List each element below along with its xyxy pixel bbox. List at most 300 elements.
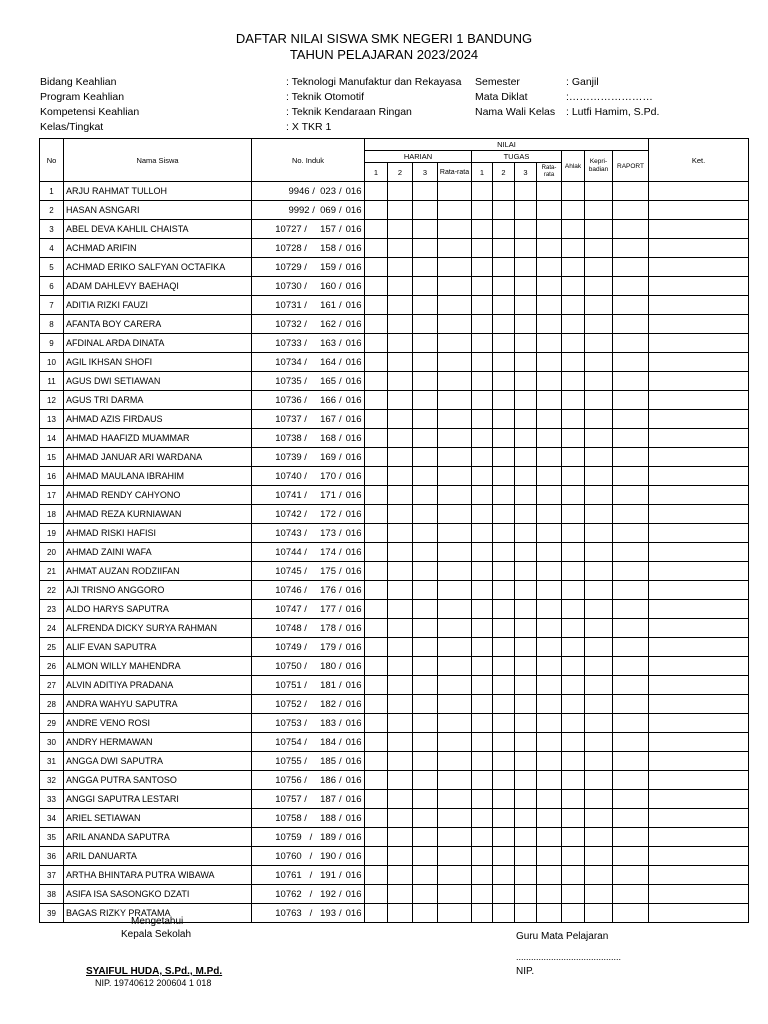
table-row xyxy=(40,638,749,657)
table-row xyxy=(40,201,749,220)
grade-cell xyxy=(438,562,472,581)
student-name: ARIL ANANDA SAPUTRA xyxy=(64,828,252,847)
grade-cell xyxy=(649,353,749,372)
header-kepribadian: Kepri- badian xyxy=(585,151,613,182)
grade-cell xyxy=(388,296,413,315)
grade-cell xyxy=(365,828,388,847)
grade-cell xyxy=(649,904,749,923)
grade-cell xyxy=(438,182,472,201)
header-tugas-rata: Rata-rata xyxy=(537,163,562,182)
grade-cell xyxy=(649,657,749,676)
grade-cell xyxy=(515,486,537,505)
student-nis: 10733 / 163/016 xyxy=(252,334,365,353)
grade-cell xyxy=(472,809,493,828)
info-label: Kelas/Tingkat xyxy=(40,121,104,133)
grade-cell xyxy=(493,562,515,581)
grade-cell xyxy=(515,714,537,733)
row-number: 30 xyxy=(40,733,64,752)
student-name: AGUS DWI SETIAWAN xyxy=(64,372,252,391)
grade-cell xyxy=(537,372,562,391)
grade-cell xyxy=(493,486,515,505)
grade-cell xyxy=(585,695,613,714)
grade-cell xyxy=(562,847,585,866)
grade-cell xyxy=(413,182,438,201)
grade-cell xyxy=(472,486,493,505)
grade-cell xyxy=(472,315,493,334)
grade-cell xyxy=(613,885,649,904)
grade-cell xyxy=(649,847,749,866)
student-name: AGUS TRI DARMA xyxy=(64,391,252,410)
grade-cell xyxy=(493,752,515,771)
grade-cell xyxy=(537,277,562,296)
grade-cell xyxy=(515,904,537,923)
grade-cell xyxy=(515,296,537,315)
grade-cell xyxy=(493,277,515,296)
grade-cell xyxy=(585,239,613,258)
grade-cell xyxy=(388,638,413,657)
row-number: 37 xyxy=(40,866,64,885)
table-row xyxy=(40,524,749,543)
student-name: ANGGA PUTRA SANTOSO xyxy=(64,771,252,790)
grade-cell xyxy=(613,182,649,201)
grade-cell xyxy=(562,790,585,809)
grade-cell xyxy=(562,220,585,239)
grade-cell xyxy=(562,524,585,543)
row-number: 5 xyxy=(40,258,64,277)
grade-cell xyxy=(537,733,562,752)
grade-cell xyxy=(562,676,585,695)
header-harian-2: 2 xyxy=(388,163,413,182)
grade-cell xyxy=(365,809,388,828)
grade-cell xyxy=(562,486,585,505)
row-number: 20 xyxy=(40,543,64,562)
grade-cell xyxy=(613,619,649,638)
grade-cell xyxy=(493,866,515,885)
student-name: AFDINAL ARDA DINATA xyxy=(64,334,252,353)
table-row xyxy=(40,619,749,638)
grade-cell xyxy=(388,885,413,904)
row-number: 39 xyxy=(40,904,64,923)
grade-cell xyxy=(613,543,649,562)
table-row xyxy=(40,258,749,277)
student-nis: 9946 / 023/016 xyxy=(252,182,365,201)
grade-cell xyxy=(365,581,388,600)
grade-cell xyxy=(413,619,438,638)
academic-year: TAHUN PELAJARAN 2023/2024 xyxy=(289,47,479,62)
grade-cell xyxy=(388,524,413,543)
student-name: ADITIA RIZKI FAUZI xyxy=(64,296,252,315)
grade-cell xyxy=(613,201,649,220)
grade-cell xyxy=(438,600,472,619)
student-nis: 10731 / 161/016 xyxy=(252,296,365,315)
grade-cell xyxy=(537,638,562,657)
student-nis: 10729 / 159/016 xyxy=(252,258,365,277)
grade-cell xyxy=(365,885,388,904)
student-name: ALDO HARYS SAPUTRA xyxy=(64,600,252,619)
grade-cell xyxy=(438,258,472,277)
grade-cell xyxy=(438,467,472,486)
student-nis: 10751 / 181/016 xyxy=(252,676,365,695)
student-nis: 10763 / 193/016 xyxy=(252,904,365,923)
row-number: 17 xyxy=(40,486,64,505)
student-nis: 9992 / 069/016 xyxy=(252,201,365,220)
grade-cell xyxy=(493,505,515,524)
table-row xyxy=(40,847,749,866)
row-number: 32 xyxy=(40,771,64,790)
grade-cell xyxy=(438,790,472,809)
grade-cell xyxy=(413,866,438,885)
grade-cell xyxy=(585,182,613,201)
grade-cell xyxy=(515,372,537,391)
grade-cell xyxy=(438,676,472,695)
grade-cell xyxy=(537,182,562,201)
grade-cell xyxy=(472,676,493,695)
grade-cell xyxy=(585,904,613,923)
grade-cell xyxy=(388,258,413,277)
student-nis: 10746 / 176/016 xyxy=(252,581,365,600)
grade-cell xyxy=(438,334,472,353)
document-title: DAFTAR NILAI SISWA SMK NEGERI 1 BANDUNG xyxy=(235,31,533,46)
grade-cell xyxy=(472,448,493,467)
grade-cell xyxy=(515,752,537,771)
row-number: 7 xyxy=(40,296,64,315)
info-value: : Ganjil xyxy=(566,76,599,88)
grade-cell xyxy=(585,790,613,809)
grade-cell xyxy=(613,600,649,619)
grade-cell xyxy=(613,372,649,391)
grade-cell xyxy=(613,771,649,790)
grade-cell xyxy=(585,676,613,695)
grade-cell xyxy=(365,372,388,391)
table-row xyxy=(40,486,749,505)
grade-cell xyxy=(438,809,472,828)
student-name: AHMAD REZA KURNIAWAN xyxy=(64,505,252,524)
row-number: 1 xyxy=(40,182,64,201)
grade-cell xyxy=(537,543,562,562)
grade-cell xyxy=(388,448,413,467)
grade-cell xyxy=(515,657,537,676)
student-nis: 10755 / 185/016 xyxy=(252,752,365,771)
grade-cell xyxy=(562,315,585,334)
grade-cell xyxy=(493,391,515,410)
grade-cell xyxy=(413,904,438,923)
grade-cell xyxy=(388,315,413,334)
grade-cell xyxy=(537,752,562,771)
grade-cell xyxy=(649,258,749,277)
grade-cell xyxy=(493,695,515,714)
grade-cell xyxy=(649,524,749,543)
grade-cell xyxy=(472,201,493,220)
table-row xyxy=(40,695,749,714)
grade-cell xyxy=(537,676,562,695)
grade-cell xyxy=(413,790,438,809)
grade-cell xyxy=(493,239,515,258)
student-nis: 10738 / 168/016 xyxy=(252,429,365,448)
student-name: ARIL DANUARTA xyxy=(64,847,252,866)
grade-cell xyxy=(413,239,438,258)
info-label: Nama Wali Kelas xyxy=(475,106,556,118)
grade-cell xyxy=(515,258,537,277)
grade-cell xyxy=(537,619,562,638)
grade-cell xyxy=(413,809,438,828)
grade-cell xyxy=(438,866,472,885)
info-label: Semester xyxy=(475,76,520,88)
student-nis: 10757 / 187/016 xyxy=(252,790,365,809)
table-row xyxy=(40,657,749,676)
grade-cell xyxy=(438,638,472,657)
grade-cell xyxy=(562,771,585,790)
grade-cell xyxy=(493,353,515,372)
table-row xyxy=(40,733,749,752)
grade-cell xyxy=(472,543,493,562)
grade-cell xyxy=(585,505,613,524)
grade-cell xyxy=(562,429,585,448)
grade-cell xyxy=(585,714,613,733)
grade-cell xyxy=(413,581,438,600)
grade-cell xyxy=(537,562,562,581)
grade-cell xyxy=(649,429,749,448)
row-number: 21 xyxy=(40,562,64,581)
grade-cell xyxy=(613,391,649,410)
grade-cell xyxy=(649,752,749,771)
grade-cell xyxy=(649,391,749,410)
student-name: BAGAS RIZKY PRATAMA xyxy=(64,904,252,923)
grade-cell xyxy=(585,334,613,353)
grade-cell xyxy=(365,695,388,714)
grade-cell xyxy=(365,562,388,581)
grade-cell xyxy=(472,790,493,809)
student-name: AHMAD MAULANA IBRAHIM xyxy=(64,467,252,486)
row-number: 25 xyxy=(40,638,64,657)
grade-cell xyxy=(613,334,649,353)
grade-cell xyxy=(613,239,649,258)
grade-cell xyxy=(613,524,649,543)
grade-cell xyxy=(562,258,585,277)
grade-cell xyxy=(388,372,413,391)
table-row xyxy=(40,315,749,334)
grade-cell xyxy=(585,372,613,391)
grade-cell xyxy=(413,638,438,657)
grade-cell xyxy=(438,296,472,315)
grade-cell xyxy=(562,239,585,258)
row-number: 22 xyxy=(40,581,64,600)
grade-cell xyxy=(472,334,493,353)
student-name: ALVIN ADITIYA PRADANA xyxy=(64,676,252,695)
grade-cell xyxy=(537,524,562,543)
grade-cell xyxy=(365,258,388,277)
grade-cell xyxy=(365,904,388,923)
grade-cell xyxy=(613,809,649,828)
info-label: Program Keahlian xyxy=(40,91,125,103)
grade-cell xyxy=(472,752,493,771)
student-nis: 10748 / 178/016 xyxy=(252,619,365,638)
grade-cell xyxy=(613,847,649,866)
table-row xyxy=(40,391,749,410)
mengetahui-label: Mengetahui xyxy=(131,916,184,927)
table-row xyxy=(40,410,749,429)
grade-cell xyxy=(613,353,649,372)
student-nis: 10740 / 170/016 xyxy=(252,467,365,486)
header-ket: Ket. xyxy=(649,139,749,182)
grade-cell xyxy=(649,790,749,809)
grade-cell xyxy=(388,733,413,752)
grade-cell xyxy=(472,866,493,885)
student-name: ARIEL SETIAWAN xyxy=(64,809,252,828)
grade-cell xyxy=(585,771,613,790)
grade-cell xyxy=(562,752,585,771)
student-name: AHMAT AUZAN RODZIIFAN xyxy=(64,562,252,581)
grade-cell xyxy=(515,505,537,524)
grade-cell xyxy=(613,714,649,733)
grade-cell xyxy=(388,486,413,505)
grade-cell xyxy=(649,771,749,790)
header-nis: No. Induk xyxy=(252,139,365,182)
grade-cell xyxy=(472,562,493,581)
grade-cell xyxy=(537,600,562,619)
grade-cell xyxy=(365,714,388,733)
grade-cell xyxy=(438,904,472,923)
grade-cell xyxy=(472,353,493,372)
grade-cell xyxy=(413,467,438,486)
grade-cell xyxy=(365,429,388,448)
student-name: ANDRA WAHYU SAPUTRA xyxy=(64,695,252,714)
student-name: ANGGA DWI SAPUTRA xyxy=(64,752,252,771)
student-name: AHMAD RENDY CAHYONO xyxy=(64,486,252,505)
grade-cell xyxy=(413,657,438,676)
grade-cell xyxy=(493,581,515,600)
grade-cell xyxy=(649,296,749,315)
grade-cell xyxy=(537,391,562,410)
grade-cell xyxy=(438,429,472,448)
student-nis: 10759 / 189/016 xyxy=(252,828,365,847)
grade-cell xyxy=(515,695,537,714)
grade-cell xyxy=(613,258,649,277)
grade-cell xyxy=(649,866,749,885)
grade-cell xyxy=(585,809,613,828)
row-number: 26 xyxy=(40,657,64,676)
grade-cell xyxy=(585,581,613,600)
grade-cell xyxy=(515,182,537,201)
grade-cell xyxy=(649,733,749,752)
grade-cell xyxy=(613,581,649,600)
grade-cell xyxy=(388,828,413,847)
student-name: ANDRY HERMAWAN xyxy=(64,733,252,752)
grade-cell xyxy=(472,505,493,524)
kepala-label: Kepala Sekolah xyxy=(121,929,192,940)
grade-cell xyxy=(649,315,749,334)
table-row xyxy=(40,809,749,828)
grade-cell xyxy=(472,410,493,429)
info-value: : Lutfi Hamim, S.Pd. xyxy=(566,106,660,118)
table-row xyxy=(40,543,749,562)
grade-cell xyxy=(613,676,649,695)
student-nis: 10735 / 165/016 xyxy=(252,372,365,391)
grade-cell xyxy=(438,695,472,714)
grade-cell xyxy=(515,448,537,467)
grade-cell xyxy=(649,220,749,239)
grade-cell xyxy=(613,277,649,296)
grade-cell xyxy=(537,904,562,923)
grade-cell xyxy=(562,809,585,828)
grade-cell xyxy=(388,790,413,809)
info-value: :…………………… xyxy=(566,91,653,103)
grade-cell xyxy=(365,334,388,353)
grade-cell xyxy=(562,866,585,885)
grade-cell xyxy=(585,467,613,486)
grade-cell xyxy=(562,410,585,429)
grade-cell xyxy=(585,277,613,296)
kepala-name: SYAIFUL HUDA, S.Pd., M.Pd. xyxy=(86,966,223,977)
grade-cell xyxy=(537,657,562,676)
header-tugas-2: 2 xyxy=(493,163,515,182)
grade-cell xyxy=(472,467,493,486)
table-row xyxy=(40,790,749,809)
student-name: ALMON WILLY MAHENDRA xyxy=(64,657,252,676)
grade-cell xyxy=(515,885,537,904)
grade-cell xyxy=(472,695,493,714)
header-raport: RAPORT xyxy=(613,151,649,182)
grade-cell xyxy=(472,847,493,866)
grade-cell xyxy=(585,847,613,866)
grade-cell xyxy=(472,296,493,315)
student-name: AGIL IKHSAN SHOFI xyxy=(64,353,252,372)
grade-cell xyxy=(515,581,537,600)
student-nis: 10730 / 160/016 xyxy=(252,277,365,296)
grade-cell xyxy=(438,220,472,239)
grade-cell xyxy=(515,638,537,657)
grade-cell xyxy=(413,752,438,771)
header-no: No xyxy=(40,139,64,182)
row-number: 19 xyxy=(40,524,64,543)
grade-cell xyxy=(649,809,749,828)
guru-nip: NIP. xyxy=(516,966,535,977)
grade-cell xyxy=(585,429,613,448)
grade-cell xyxy=(388,676,413,695)
grade-cell xyxy=(388,239,413,258)
grade-cell xyxy=(493,885,515,904)
student-nis: 10750 / 180/016 xyxy=(252,657,365,676)
grade-cell xyxy=(515,410,537,429)
grade-cell xyxy=(515,201,537,220)
grade-cell xyxy=(388,562,413,581)
grade-cell xyxy=(613,752,649,771)
grade-cell xyxy=(515,391,537,410)
grade-cell xyxy=(472,638,493,657)
row-number: 9 xyxy=(40,334,64,353)
grade-cell xyxy=(515,866,537,885)
grade-cell xyxy=(562,296,585,315)
grade-cell xyxy=(493,524,515,543)
student-nis: 10756 / 186/016 xyxy=(252,771,365,790)
row-number: 31 xyxy=(40,752,64,771)
grade-cell xyxy=(649,201,749,220)
grade-cell xyxy=(515,600,537,619)
grade-cell xyxy=(585,524,613,543)
grade-cell xyxy=(562,505,585,524)
grade-cell xyxy=(413,676,438,695)
row-number: 35 xyxy=(40,828,64,847)
grade-cell xyxy=(515,676,537,695)
grade-cell xyxy=(585,866,613,885)
grade-cell xyxy=(562,277,585,296)
grade-cell xyxy=(493,258,515,277)
grade-cell xyxy=(472,239,493,258)
table-row xyxy=(40,562,749,581)
grade-cell xyxy=(537,809,562,828)
grade-cell xyxy=(493,220,515,239)
grade-cell xyxy=(493,904,515,923)
grade-cell xyxy=(413,220,438,239)
